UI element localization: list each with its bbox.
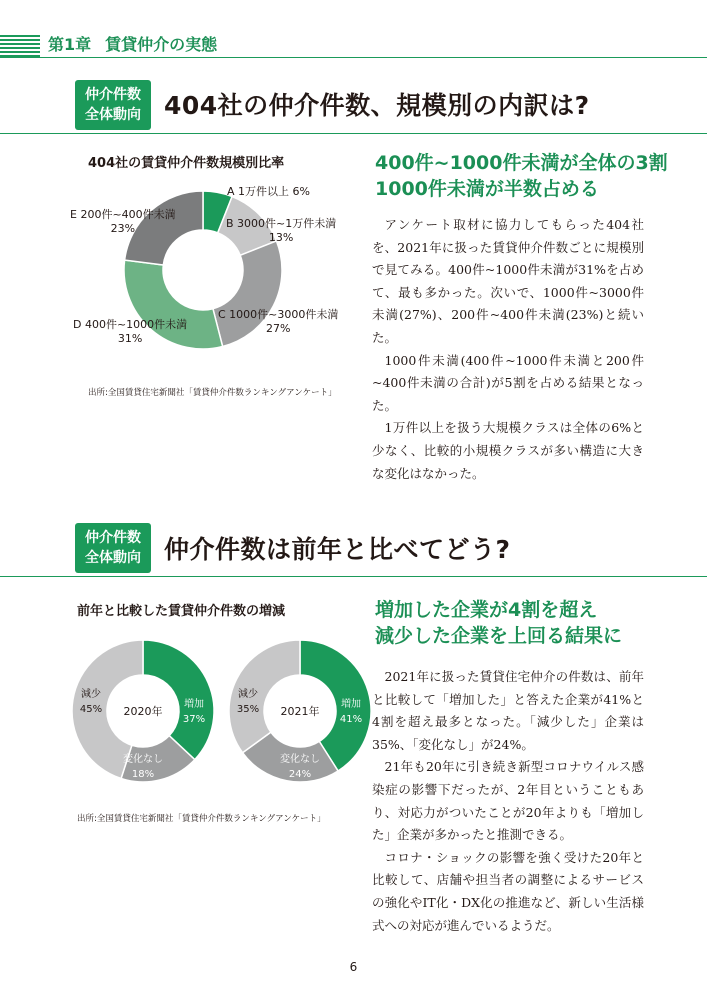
paragraph: 1000件未満(400件~1000件未満と200件~400件未満の合計)が5割を占める結果となった。 (372, 352, 644, 413)
chart-2020-donut (68, 636, 218, 786)
section2-badge (75, 523, 151, 573)
chapter-title: 賃貸仲介の実態 (105, 35, 218, 54)
section2-title: 仲介件数は前年と比べてどう? (164, 535, 511, 564)
decrease-value: 45% (79, 704, 103, 715)
badge-line-2: 全体動向 (85, 550, 141, 566)
section1-headline (375, 150, 668, 202)
paragraph: 21年も20年に引き続き新型コロナウイルス感染症の影響下だったが、2年目ということもあり、対応力がついたことが20年よりも「増加した」企業が多かったと推測できる。 (372, 759, 644, 843)
label-b (226, 217, 336, 245)
section2-headline (375, 597, 622, 649)
section1-badge (75, 80, 151, 130)
increase-label: 増加 (184, 699, 204, 710)
section1-body (372, 214, 644, 485)
nochange-value: 18% (131, 769, 155, 780)
headline-line-1: 増加した企業が4割を超え (375, 599, 598, 621)
label-c-value: 27% (265, 322, 291, 335)
chart1-title: 404社の賃貸仲介件数規模別比率 (88, 156, 285, 171)
label-d (73, 318, 187, 346)
header-rule (0, 57, 707, 58)
label-d-name: D 400件~1000件未満 (73, 318, 188, 331)
label-e-value: 23% (110, 222, 136, 235)
increase-value: 37% (182, 714, 206, 725)
chapter-number: 第1章 (48, 35, 92, 54)
increase-label: 増加 (341, 699, 361, 710)
headline-line-1: 400件~1000件未満が全体の3割 (375, 152, 668, 174)
page-number: 6 (349, 960, 358, 974)
label-c (218, 308, 338, 336)
label-e (70, 208, 176, 236)
paragraph: コロナ・ショックの影響を強く受けた20年と比較して、店舗や担当者の調整によるサービスの強化やIT化・DX化の推進など、新しい生活様式への対応が進んでいるようだ。 (372, 849, 644, 933)
paragraph: アンケート取材に協力してもらった404社を、2021年に扱った賃貸仲介件数ごとに規模別で見てみる。400件~1000件未満が31%を占めて、最も多かった。次いで、1000件~3000件未満(27%)、200件~400件未満(23%)と続いた。 (372, 217, 644, 345)
badge-line-1: 仲介件数 (85, 87, 141, 103)
nochange-label: 変化なし (280, 754, 320, 765)
decrease-label: 減少 (81, 689, 101, 700)
chart2-source: 出所:全国賃貸住宅新聞社「賃貸仲介件数ランキングアンケート」 (77, 814, 326, 824)
label-b-name: B 3000件~1万件未満 (226, 217, 337, 230)
section1-rule (0, 133, 707, 134)
label-b-value: 13% (268, 231, 294, 244)
label-e-name: E 200件~400件未満 (70, 208, 176, 221)
section2-body (372, 666, 644, 937)
chart1-source: 出所:全国賃貸住宅新聞社「賃貸仲介件数ランキングアンケート」 (88, 388, 337, 398)
chart-2021-donut (225, 636, 375, 786)
header-stripes (0, 35, 40, 57)
increase-value: 41% (339, 714, 363, 725)
headline-line-2: 減少した企業を上回る結果に (375, 625, 623, 647)
decrease-label: 減少 (238, 689, 258, 700)
chart2-title: 前年と比較した賃貸仲介件数の増減 (77, 604, 286, 619)
label-d-value: 31% (117, 332, 143, 345)
badge-line-2: 全体動向 (85, 107, 141, 123)
badge-line-1: 仲介件数 (85, 530, 141, 546)
decrease-value: 35% (236, 704, 260, 715)
section1-title: 404社の仲介件数、規模別の内訳は? (164, 91, 590, 120)
nochange-label: 変化なし (123, 754, 163, 765)
chapter-heading (48, 32, 217, 55)
headline-line-2: 1000件未満が半数占める (375, 178, 599, 200)
paragraph: 1万件以上を扱う大規模クラスは全体の6%と少なく、比較的小規模クラスが多い構造に大きな変化はなかった。 (372, 420, 644, 481)
year-center-label: 2021年 (280, 705, 320, 718)
nochange-value: 24% (288, 769, 312, 780)
label-a: A 1万件以上 6% (227, 185, 310, 198)
label-c-name: C 1000件~3000件未満 (218, 308, 339, 321)
section2-rule (0, 576, 707, 577)
year-center-label: 2020年 (123, 705, 163, 718)
paragraph: 2021年に扱った賃貸住宅仲介の件数は、前年と比較して「増加した」と答えた企業が41%と4割を超え最多となった。「減少した」企業は35%、「変化なし」が24%。 (372, 669, 644, 752)
